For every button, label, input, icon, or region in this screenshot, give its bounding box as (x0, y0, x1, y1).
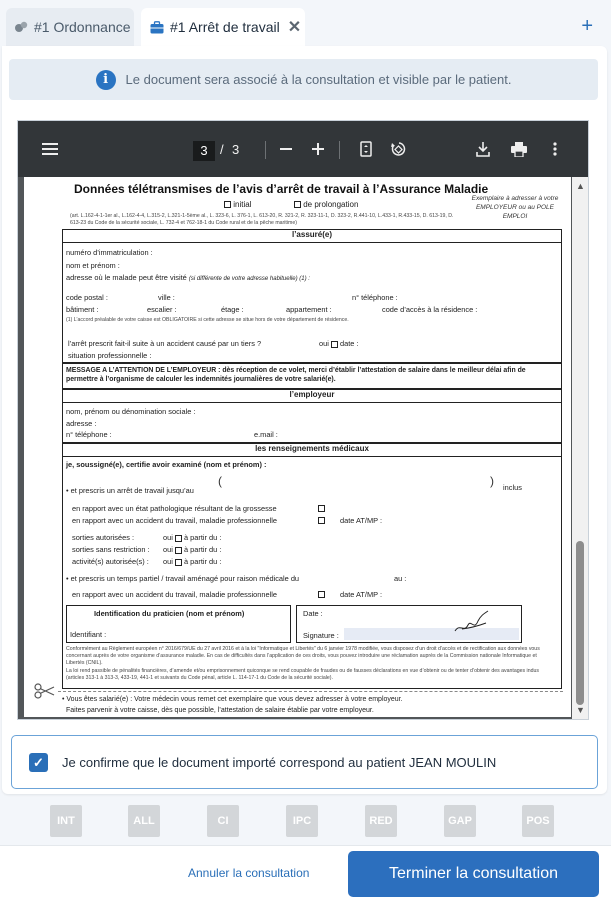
employer-tel: n° téléphone : (66, 430, 112, 439)
page-total: 3 (232, 142, 240, 157)
checkbox-initial (224, 201, 231, 208)
toolbar-divider (265, 141, 266, 159)
practitioner-date: Date : (303, 609, 323, 618)
cut-line (58, 691, 563, 692)
employer-message-text: MESSAGE A L’ATTENTION DE L’EMPLOYEUR : dès réception de ce volet, merci d’établir l’attestation de salaire dans le meilleur délai afin de permettre à l’organisme de calculer les indemnités journalières de votre salarié(e). (66, 367, 526, 384)
employer-mail: e.mail : (254, 430, 278, 439)
field-tiers: l’arrêt prescrit fait-il suite à un accident causé par un tiers ? (68, 339, 262, 348)
pdf-toolbar (18, 121, 588, 177)
finish-consultation-button[interactable]: Terminer la consultation (348, 851, 599, 897)
practitioner-identifiant: Identifiant : (70, 630, 107, 639)
employer-nom: nom, prénom ou dénomination sociale : (66, 407, 196, 416)
tag-bar (0, 805, 611, 837)
medical-partiel: • et prescris un temps partiel / travail aménagé pour raison médicale du (66, 574, 300, 583)
zoom-in-icon[interactable] (308, 139, 328, 159)
confirm-text: Je confirme que le document importé correspond au patient JEAN MOULIN (62, 755, 497, 770)
tag-pos[interactable]: POS (522, 805, 554, 837)
info-banner (9, 59, 598, 100)
checkbox-accident (318, 515, 325, 524)
print-icon[interactable] (509, 139, 529, 159)
medical-accident-2: en rapport avec un accident du travail, maladie professionnelle (72, 590, 278, 599)
sorties-sans-oui: oui à partir du : (163, 545, 222, 554)
action-bar (0, 845, 611, 903)
medical-accident: en rapport avec un accident du travail, maladie professionnelle (72, 516, 278, 525)
medical-date-at: date AT/MP : (340, 516, 383, 525)
document-panel (2, 46, 607, 794)
field-ville: ville : (158, 293, 175, 302)
field-nom: nom et prénom : (66, 261, 120, 270)
scroll-up-icon[interactable]: ▲ (576, 181, 585, 191)
section-heading: l’employeur (63, 390, 561, 403)
checkbox-prolongation (294, 201, 301, 208)
add-tab-icon[interactable]: + (581, 15, 593, 37)
field-esc: escalier : (147, 305, 177, 314)
medical-certifie: je, soussigné(e), certifie avoir examiné (nom et prénom) : (66, 460, 267, 469)
checkbox-accident-2 (318, 589, 325, 598)
toolbar-divider (339, 141, 340, 159)
fit-page-icon[interactable] (356, 139, 376, 159)
signature-mark (452, 609, 492, 637)
tag-int[interactable]: INT (50, 805, 82, 837)
employer-adresse: adresse : (66, 419, 97, 428)
opt-initial: initial (224, 200, 251, 209)
pills-icon (14, 20, 28, 34)
field-tiers-oui: oui date : (319, 339, 359, 348)
practitioner-signature: Signature : (303, 631, 339, 640)
field-immat: numéro d’immatriculation : (66, 248, 153, 257)
section-heading: les renseignements médicaux (63, 444, 561, 457)
info-icon: i (96, 70, 116, 90)
section-heading: l’assuré(e) (63, 230, 561, 243)
field-adresse: adresse où le malade peut être visité (si différente de votre adresse habituelle) (1) : (66, 273, 310, 282)
field-bat: bâtiment : (66, 305, 99, 314)
tab-arret-de-travail[interactable] (141, 8, 305, 46)
bracket-right: ) (490, 474, 494, 488)
sorties-aut-oui: oui à partir du : (163, 533, 222, 542)
field-appt: appartement : (286, 305, 332, 314)
pdf-scrollbar[interactable] (572, 177, 588, 719)
confirm-checkbox[interactable]: ✓ (29, 753, 48, 772)
tag-red[interactable]: RED (365, 805, 397, 837)
medical-sorties-aut: sorties autorisées : (72, 533, 135, 542)
info-message: Le document sera associé à la consultation et visible par le patient. (125, 72, 512, 87)
field-code: code d’accès à la résidence : (382, 305, 478, 314)
tag-gap[interactable]: GAP (444, 805, 476, 837)
medical-inclus: inclus (503, 483, 522, 492)
legal-ref: (art. L.162-4-1-1er al., L.162-4-4, L.315-2, L.321-1-5ème al., L. 323-6, L. 376-1, L. 613-20, R. 321-2, R. 323-11-1, D. 323-2, R.441-10, L.433-1, R.433-15, D. 613-19, D. 613-23 du Code de la sécurité sociale, L. 732-4 et 762-18-1 du Code rural et de la pêche maritime) (70, 213, 454, 226)
field-situation: situation professionnelle : (68, 351, 152, 360)
signature-field (344, 628, 519, 640)
medical-activite: activité(s) autorisée(s) : (72, 557, 149, 566)
field-etage: étage : (221, 305, 244, 314)
field-cp: code postal : (66, 293, 108, 302)
bracket-left: ( (218, 474, 222, 488)
employer-section (62, 389, 562, 443)
activite-oui: oui à partir du : (163, 557, 222, 566)
field-tel: n° téléphone : (352, 293, 398, 302)
scrollbar-thumb[interactable] (576, 541, 584, 705)
tab-label: #1 Ordonnance (34, 19, 131, 35)
page-separator: / (220, 142, 224, 157)
medical-au: au : (394, 574, 407, 583)
rotate-icon[interactable] (388, 139, 408, 159)
note-1: (1) L’accord préalable de votre caisse est OBLIGATOIRE si cette adresse se situe hors de votre département de résidence. (66, 317, 349, 323)
medical-date-at-2: date AT/MP : (340, 590, 383, 599)
cancel-consultation-link[interactable]: Annuler la consultation (188, 866, 310, 880)
medical-grossesse: en rapport avec un état pathologique résultant de la grossesse (72, 504, 277, 513)
briefcase-icon (150, 20, 164, 34)
practitioner-title: Identification du praticien (nom et prénom) (94, 609, 245, 618)
copy-note: Exemplaire à adresser à votre EMPLOYEUR ou au POLE EMPLOI (471, 195, 559, 220)
patient-confirm-box[interactable] (11, 735, 598, 789)
checkbox-grossesse (318, 503, 325, 512)
medical-prescris: • et prescris un arrêt de travail jusqu’au (66, 486, 194, 495)
tab-label: #1 Arrêt de travail (170, 19, 280, 35)
menu-icon[interactable] (40, 139, 60, 159)
opt-prolongation: de prolongation (294, 200, 358, 209)
footer-line-2: Faites parvenir à votre caisse, dès que possible, l’attestation de salaire établie par votre employeur. (66, 707, 374, 714)
scroll-down-icon[interactable]: ▼ (576, 705, 585, 715)
more-options-icon[interactable] (545, 139, 565, 159)
zoom-out-icon[interactable] (276, 139, 296, 159)
medical-sorties-sans: sorties sans restriction : (72, 545, 150, 554)
pdf-page (24, 177, 571, 717)
scissors-icon (34, 683, 56, 701)
footer-line-1: • Vous êtes salarié(e) : Votre médecin vous remet cet exemplaire que vous devez adresser à votre employeur. (62, 696, 403, 703)
penal-text: La loi rend passible de pénalités financières, d’amende et/ou emprisonnement quiconque se rend coupable de fraudes ou de fausses déclarations en vue d’obtenir ou de tenter d’obtenir des avantages indus (articles 313-1 à 313-3, 433-19, 441-1 et suivants du Code pénal, article L. 114-17-1 du Code de la sécurité sociale). (66, 668, 539, 681)
rgpd-text: Conformément au Règlement européen n° 2016/679/UE du 27 avril 2016 et à la loi "Informatique et Libertés" du 6 janvier 1978 modifiée, vous disposez d’un droit d’accès et de rectification aux données vous concernant auprès de votre organisme d’assurance maladie. En cas de difficultés dans l’application de ces droits, vous pouvez introduire une réclamation auprès de la Commission nationale Informatique et Libertés (CNIL). (66, 646, 540, 666)
tag-all[interactable]: ALL (128, 805, 160, 837)
pdf-viewer (17, 120, 589, 720)
doc-title: Données télétransmises de l’avis d’arrêt de travail à l’Assurance Maladie (74, 182, 489, 196)
tag-ipc[interactable]: IPC (286, 805, 318, 837)
tab-bar (0, 8, 611, 46)
page-number-input[interactable]: 3 (193, 141, 215, 161)
close-icon[interactable]: ✕ (287, 19, 302, 36)
tag-ci[interactable]: CI (207, 805, 239, 837)
tab-ordonnance[interactable] (6, 8, 134, 46)
download-icon[interactable] (473, 139, 493, 159)
